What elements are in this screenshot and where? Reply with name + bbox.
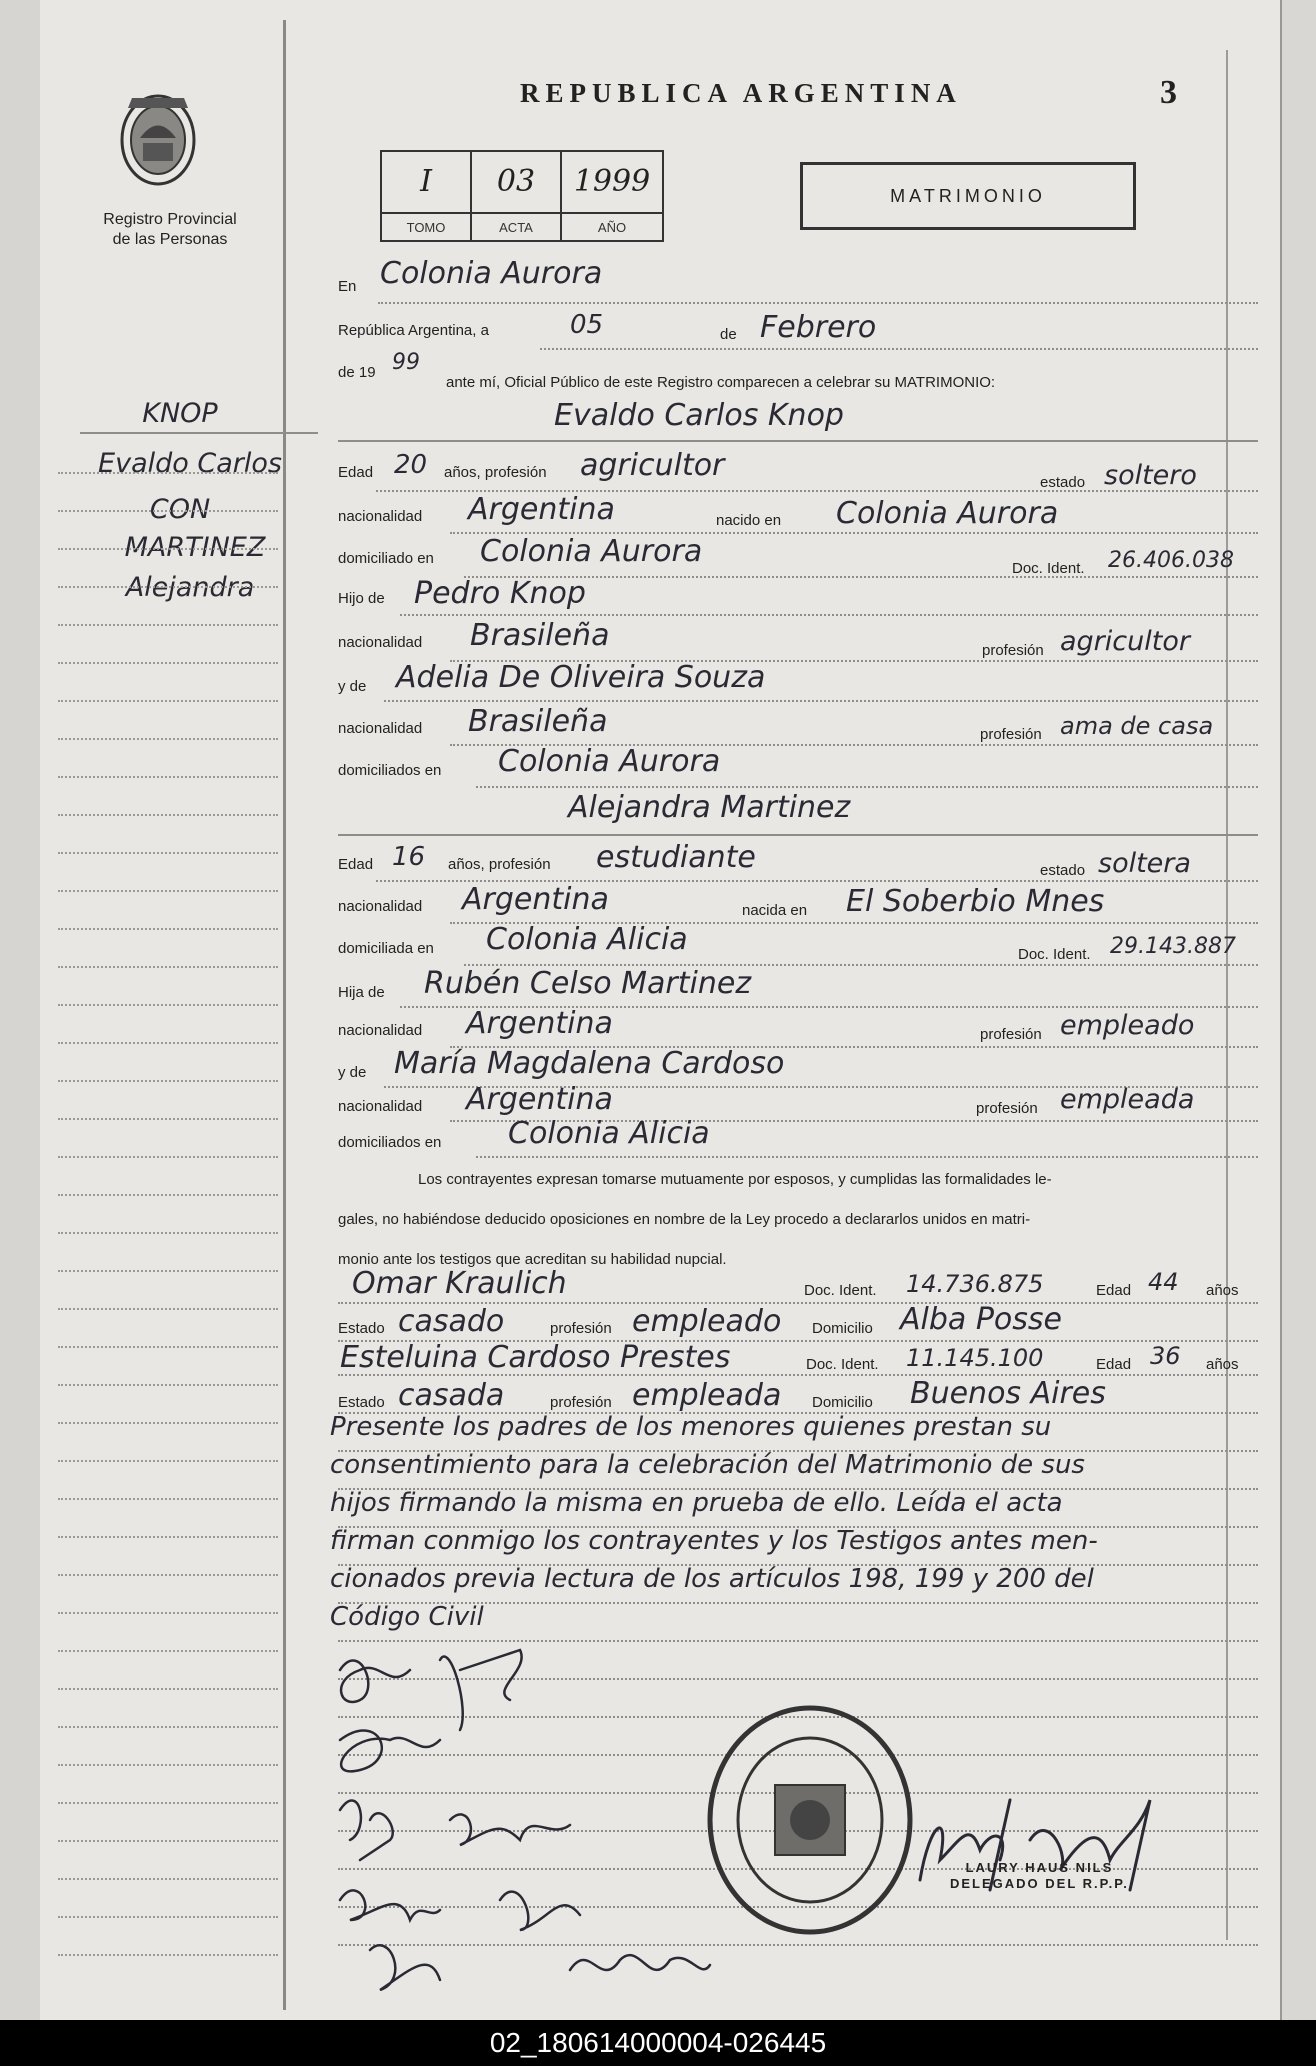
bride-nationality: Argentina bbox=[462, 882, 609, 917]
tomo-cell bbox=[382, 152, 472, 240]
witness-2-anos-label: años bbox=[1206, 1356, 1239, 1373]
groom-father-prof-label: profesión bbox=[982, 642, 1044, 659]
margin-rule bbox=[58, 1650, 278, 1652]
witness-1-marital-status: casado bbox=[398, 1304, 505, 1339]
bride-yde-label: y de bbox=[338, 1064, 367, 1081]
bride-parents-dom-label: domiciliados en bbox=[338, 1134, 442, 1151]
provincial-seal-icon bbox=[118, 88, 198, 188]
margin-rule bbox=[58, 1574, 278, 1576]
margin-rule bbox=[58, 1498, 278, 1500]
de-label: de bbox=[720, 326, 737, 343]
record-number-box bbox=[380, 150, 664, 242]
official-name: LAURY HAUS NILS bbox=[965, 1860, 1114, 1875]
rule bbox=[378, 302, 1258, 304]
witness-1-prof-label: profesión bbox=[550, 1320, 612, 1337]
groom-estado-label: estado bbox=[1040, 474, 1086, 491]
bride-profession: estudiante bbox=[596, 840, 756, 875]
margin-rule bbox=[58, 776, 278, 778]
margin-rule bbox=[58, 1422, 278, 1424]
groom-profession: agricultor bbox=[580, 448, 725, 483]
witness-2-profession: empleada bbox=[632, 1378, 782, 1413]
narrative-line-5: cionados previa lectura de los artículos 198, 199 y 200 del bbox=[330, 1564, 1094, 1594]
rule bbox=[338, 1488, 1258, 1490]
scan-left-edge bbox=[0, 0, 42, 2020]
tomo-label: TOMO bbox=[382, 212, 470, 242]
rule bbox=[384, 700, 1258, 702]
margin-rule bbox=[58, 1346, 278, 1348]
document-title: REPUBLICA ARGENTINA bbox=[520, 78, 962, 108]
bride-father-profession: empleado bbox=[1060, 1010, 1195, 1041]
margin-rule bbox=[58, 1688, 278, 1690]
groom-mother-nationality: Brasileña bbox=[468, 704, 608, 739]
bride-father-nationality: Argentina bbox=[466, 1006, 613, 1041]
margin-surname-1: KNOP bbox=[142, 398, 218, 429]
acta-label: ACTA bbox=[472, 212, 560, 242]
narrative-line-2: consentimiento para la celebración del Matrimonio de sus bbox=[330, 1450, 1085, 1480]
declaration-line-3: monio ante los testigos que acreditan su habilidad nupcial. bbox=[338, 1251, 727, 1268]
declaration-line-1: Los contrayentes expresan tomarse mutuamente por esposos, y cumplidas las formalidades le- bbox=[418, 1171, 1052, 1188]
groom-nac-label: nacionalidad bbox=[338, 508, 423, 525]
ceremony-month: Febrero bbox=[760, 310, 877, 345]
rule bbox=[338, 1526, 1258, 1528]
witness-2-edad-label: Edad bbox=[1096, 1356, 1132, 1373]
official-name-block bbox=[950, 1860, 1129, 1892]
rule bbox=[338, 1450, 1258, 1452]
republica-label: República Argentina, a bbox=[338, 322, 489, 339]
bride-nac-label: nacionalidad bbox=[338, 898, 423, 915]
tomo-value: I bbox=[420, 164, 432, 199]
bride-name: Alejandra Martinez bbox=[568, 790, 851, 825]
margin-rule bbox=[58, 1726, 278, 1728]
margin-name-1: Evaldo Carlos bbox=[98, 448, 282, 479]
narrative-line-4: firman conmigo los contrayentes y los Testigos antes men- bbox=[330, 1526, 1098, 1556]
bride-age: 16 bbox=[392, 842, 426, 872]
bride-domicile: Colonia Alicia bbox=[486, 922, 688, 957]
witness-2-doc: 11.145.100 bbox=[906, 1344, 1044, 1372]
margin-rule bbox=[58, 700, 278, 702]
rule bbox=[338, 834, 1258, 836]
rule bbox=[400, 614, 1258, 616]
rule bbox=[540, 348, 1258, 350]
margin-rule bbox=[58, 966, 278, 968]
groom-marital-status: soltero bbox=[1104, 460, 1197, 491]
margin-rule bbox=[58, 1536, 278, 1538]
bride-father: Rubén Celso Martinez bbox=[424, 966, 752, 1001]
witness-1-estado-label: Estado bbox=[338, 1320, 385, 1337]
bride-prof-label: años, profesión bbox=[448, 856, 551, 873]
narrative-line-3: hijos firmando la misma en prueba de ello. Leída el acta bbox=[330, 1488, 1063, 1518]
groom-mother: Adelia De Oliveira Souza bbox=[396, 660, 766, 695]
registry-line-2: de las Personas bbox=[112, 231, 228, 248]
registry-name bbox=[70, 210, 270, 250]
margin-rule bbox=[58, 814, 278, 816]
official-title: DELEGADO DEL R.P.P. bbox=[950, 1876, 1129, 1891]
ceremony-day: 05 bbox=[570, 310, 604, 340]
margin-rule bbox=[58, 1878, 278, 1880]
margin-rule bbox=[58, 890, 278, 892]
margin-divider bbox=[283, 20, 286, 2010]
bride-marital-status: soltera bbox=[1098, 848, 1191, 879]
margin-rule bbox=[58, 1004, 278, 1006]
year-suffix: 99 bbox=[392, 350, 420, 375]
margin-rule bbox=[58, 1954, 278, 1956]
rule bbox=[476, 1156, 1258, 1158]
margin-rule bbox=[58, 1042, 278, 1044]
witness-2-estado-label: Estado bbox=[338, 1394, 385, 1411]
bride-birthplace: El Soberbio Mnes bbox=[846, 884, 1105, 919]
margin-rule bbox=[58, 1308, 278, 1310]
acta-value: 03 bbox=[496, 164, 536, 199]
margin-connector: CON bbox=[149, 494, 211, 525]
groom-parents-dom-label: domiciliados en bbox=[338, 762, 442, 779]
margin-surname-2: MARTINEZ bbox=[124, 532, 266, 563]
bride-edad-label: Edad bbox=[338, 856, 374, 873]
bride-estado-label: estado bbox=[1040, 862, 1086, 879]
groom-doc: 26.406.038 bbox=[1108, 548, 1234, 573]
margin-rule bbox=[58, 1460, 278, 1462]
witness-1-age: 44 bbox=[1148, 1268, 1179, 1296]
acta-cell bbox=[472, 152, 562, 240]
groom-edad-label: Edad bbox=[338, 464, 374, 481]
margin-rule bbox=[58, 1156, 278, 1158]
groom-birthplace: Colonia Aurora bbox=[836, 496, 1059, 531]
bride-mother-nationality: Argentina bbox=[466, 1082, 613, 1117]
margin-rule bbox=[58, 852, 278, 854]
rule bbox=[338, 440, 1258, 442]
margin-rule bbox=[58, 662, 278, 664]
bride-hija-label: Hija de bbox=[338, 984, 385, 1001]
groom-dom-label: domiciliado en bbox=[338, 550, 434, 567]
witness-1-doc: 14.736.875 bbox=[906, 1270, 1044, 1298]
margin-rule bbox=[58, 586, 278, 588]
witness-2-name: Esteluina Cardoso Prestes bbox=[340, 1340, 731, 1375]
witness-1-domicile: Alba Posse bbox=[900, 1302, 1062, 1337]
margin-rule bbox=[80, 432, 318, 434]
witness-1-doc-label: Doc. Ident. bbox=[804, 1282, 877, 1299]
witness-2-marital-status: casada bbox=[398, 1378, 505, 1413]
bride-doc-label: Doc. Ident. bbox=[1018, 946, 1091, 963]
margin-rule bbox=[58, 1118, 278, 1120]
witness-2-age: 36 bbox=[1150, 1342, 1181, 1370]
margin-rule bbox=[58, 738, 278, 740]
witness-1-domicilio-label: Domicilio bbox=[812, 1320, 873, 1337]
groom-father-nationality: Brasileña bbox=[470, 618, 610, 653]
margin-rule bbox=[58, 1802, 278, 1804]
witness-1-name: Omar Kraulich bbox=[352, 1266, 567, 1301]
witness-1-profession: empleado bbox=[632, 1304, 782, 1339]
declaration-line-2: gales, no habiéndose deducido oposiciones en nombre de la Ley procedo a declararlos unidos en matri- bbox=[338, 1211, 1031, 1228]
margin-rule bbox=[58, 928, 278, 930]
bride-nacida-label: nacida en bbox=[742, 902, 808, 919]
margin-name-2: Alejandra bbox=[125, 572, 255, 603]
bride-father-nat-label: nacionalidad bbox=[338, 1022, 423, 1039]
margin-rule bbox=[58, 1840, 278, 1842]
scan-identifier: 02_180614000004-026445 bbox=[0, 2020, 1316, 2066]
groom-father: Pedro Knop bbox=[414, 576, 586, 611]
witness-1-anos-label: años bbox=[1206, 1282, 1239, 1299]
narrative-line-1: Presente los padres de los menores quienes prestan su bbox=[330, 1412, 1052, 1442]
bride-mother-nat-label: nacionalidad bbox=[338, 1098, 423, 1115]
margin-rule bbox=[58, 472, 278, 474]
bride-parents-domicile: Colonia Alicia bbox=[508, 1116, 710, 1151]
witness-2-doc-label: Doc. Ident. bbox=[806, 1356, 879, 1373]
groom-father-profession: agricultor bbox=[1060, 626, 1190, 657]
groom-hijo-label: Hijo de bbox=[338, 590, 385, 607]
groom-mother-prof-label: profesión bbox=[980, 726, 1042, 743]
ano-value: 1999 bbox=[573, 164, 651, 199]
margin-rule bbox=[58, 548, 278, 550]
bride-dom-label: domiciliada en bbox=[338, 940, 434, 957]
margin-rule bbox=[58, 1080, 278, 1082]
groom-age: 20 bbox=[394, 450, 428, 480]
margin-rule bbox=[58, 624, 278, 626]
registry-stamp bbox=[700, 1700, 920, 1940]
groom-nacido-label: nacido en bbox=[716, 512, 782, 529]
registry-line-1: Registro Provincial bbox=[103, 211, 237, 228]
margin-rule bbox=[58, 1232, 278, 1234]
narrative-line-6: Código Civil bbox=[330, 1602, 484, 1632]
scan-right-edge bbox=[1280, 0, 1316, 2020]
witness-2-prof-label: profesión bbox=[550, 1394, 612, 1411]
groom-nationality: Argentina bbox=[468, 492, 615, 527]
bride-father-prof-label: profesión bbox=[980, 1026, 1042, 1043]
witness-1-edad-label: Edad bbox=[1096, 1282, 1132, 1299]
margin-rule bbox=[58, 1612, 278, 1614]
book-type-box: MATRIMONIO bbox=[800, 162, 1136, 230]
ano-label: AÑO bbox=[562, 212, 662, 242]
groom-parents-domicile: Colonia Aurora bbox=[498, 744, 721, 779]
margin-rule bbox=[58, 510, 278, 512]
year-prefix: de 19 bbox=[338, 364, 376, 381]
en-label: En bbox=[338, 278, 357, 295]
rule bbox=[338, 1564, 1258, 1566]
bride-mother: María Magdalena Cardoso bbox=[394, 1046, 785, 1081]
rule bbox=[476, 786, 1258, 788]
right-rule bbox=[1226, 50, 1228, 1940]
witness-2-domicilio-label: Domicilio bbox=[812, 1394, 873, 1411]
page-number: 3 bbox=[1160, 74, 1177, 111]
groom-doc-label: Doc. Ident. bbox=[1012, 560, 1085, 577]
margin-rule bbox=[58, 1384, 278, 1386]
groom-father-nat-label: nacionalidad bbox=[338, 634, 423, 651]
groom-name: Evaldo Carlos Knop bbox=[554, 398, 844, 433]
ante-text: ante mí, Oficial Público de este Registro comparecen a celebrar su MATRIMONIO: bbox=[446, 374, 996, 391]
bride-mother-prof-label: profesión bbox=[976, 1100, 1038, 1117]
signatures-block bbox=[320, 1630, 720, 2000]
ano-cell bbox=[562, 152, 662, 240]
margin-rule bbox=[58, 1916, 278, 1918]
groom-yde-label: y de bbox=[338, 678, 367, 695]
witness-2-domicile: Buenos Aires bbox=[910, 1376, 1106, 1411]
bride-doc: 29.143.887 bbox=[1110, 934, 1236, 959]
declaration-paragraph bbox=[338, 1160, 1248, 1280]
margin-rule bbox=[58, 1764, 278, 1766]
bride-mother-profession: empleada bbox=[1060, 1084, 1195, 1115]
margin-rule bbox=[58, 1270, 278, 1272]
rule bbox=[338, 1374, 1258, 1376]
groom-mother-nat-label: nacionalidad bbox=[338, 720, 423, 737]
groom-mother-profession: ama de casa bbox=[1060, 712, 1214, 740]
ceremony-place: Colonia Aurora bbox=[380, 256, 603, 291]
groom-domicile: Colonia Aurora bbox=[480, 534, 703, 569]
rule bbox=[338, 1602, 1258, 1604]
margin-rule bbox=[58, 1194, 278, 1196]
groom-prof-label: años, profesión bbox=[444, 464, 547, 481]
